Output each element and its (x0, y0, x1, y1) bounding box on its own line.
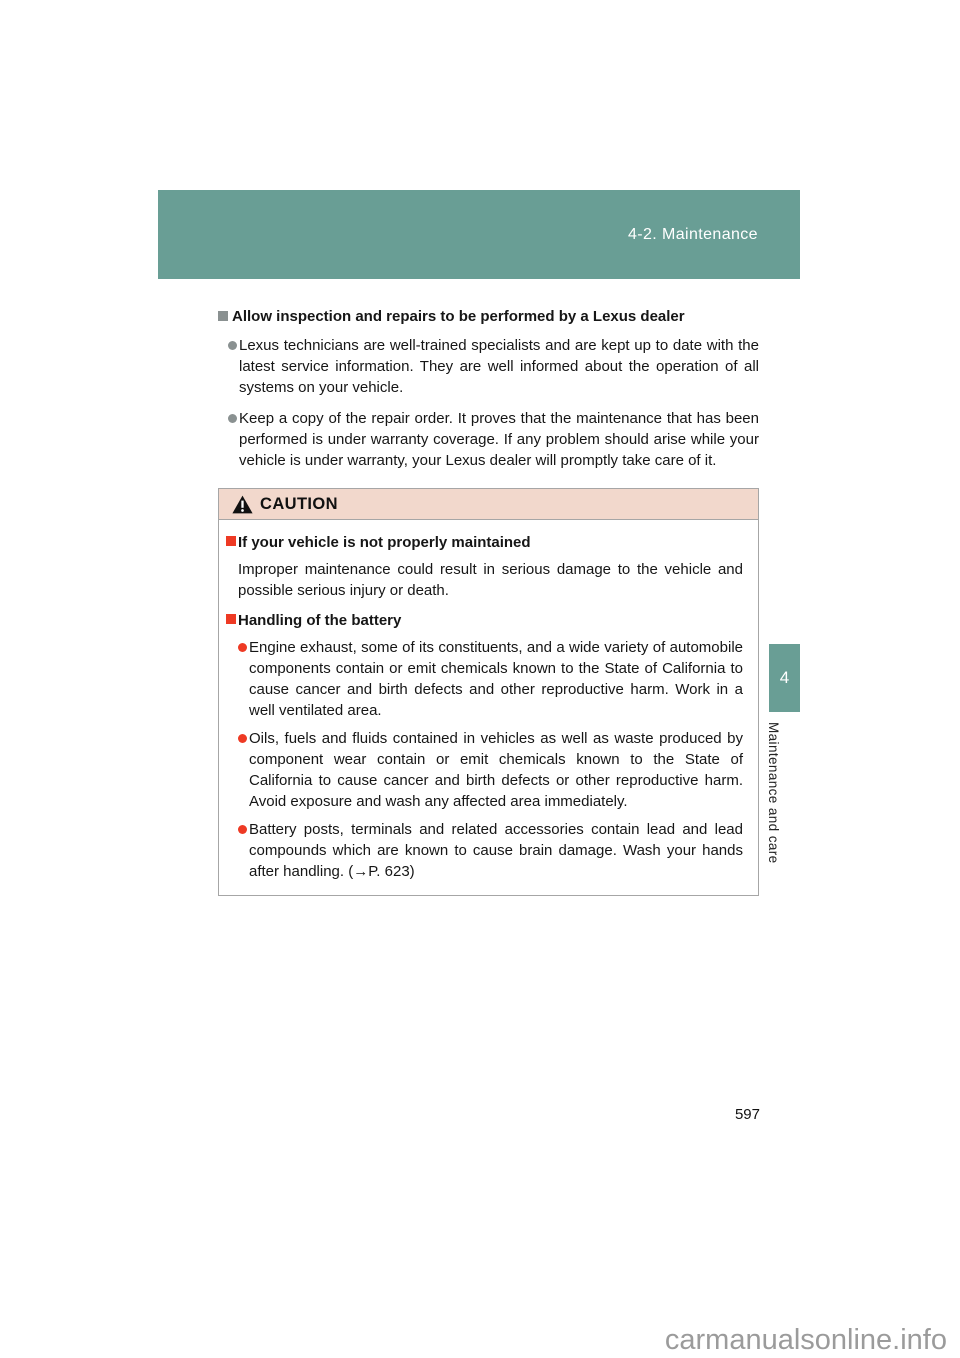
circle-bullet-icon (228, 341, 237, 350)
caution-paragraph: Improper maintenance could result in serious damage to the vehicle and possible serious injury or death. (238, 561, 743, 599)
red-square-bullet-icon (226, 536, 236, 546)
caution-bullet-text: Oils, fuels and fluids contained in vehicles as well as waste produced by component wear contain or emit chemicals known to the State of California to cause cancer and birth defects or other reproductive harm. Avoid exposure and wash any affected area immediately. (249, 730, 743, 810)
section-bullet-item (218, 408, 759, 471)
chapter-header-band (158, 190, 800, 279)
red-circle-bullet-icon (238, 734, 247, 743)
section-bullet-text: Keep a copy of the repair order. It proves that the maintenance that has been performed is under warranty coverage. If any problem should arise while your vehicle is under warranty, your Lexus dealer will promptly take care of it. (239, 410, 759, 469)
caution-body (219, 520, 758, 895)
section-bullet-item (218, 335, 759, 398)
chapter-header-title: 4-2. Maintenance (627, 225, 758, 243)
caution-bullet-item (238, 728, 743, 812)
caution-header (219, 489, 758, 520)
caution-bullet-text: Battery posts, terminals and related accessories contain lead and lead compounds which are known to cause brain damage. Wash your hands after handling. (→P. 623) (249, 821, 743, 880)
watermark-text: carmanualsonline.info (664, 1324, 947, 1356)
section-bullet-text: Lexus technicians are well-trained specialists and are kept up to date with the latest service information. They are well informed about the operation of all systems on your vehicle. (239, 337, 759, 396)
red-circle-bullet-icon (238, 643, 247, 652)
chapter-side-label: Maintenance and care (766, 722, 781, 864)
caution-box (218, 488, 759, 896)
square-bullet-icon (218, 311, 228, 321)
caution-bullet-text: Engine exhaust, some of its constituents, and a wide variety of automobile components contain or emit chemicals known to the State of California to cause cancer and birth defects and other reproductive harm. Work in a well ventilated area. (249, 639, 743, 719)
caution-item-heading-text: Handling of the battery (238, 612, 402, 629)
chapter-tab: 4 (769, 644, 800, 712)
section-heading (218, 306, 759, 327)
page-body (218, 306, 759, 896)
caution-item-heading (226, 532, 743, 553)
caution-bullet-item (238, 637, 743, 721)
caution-title: CAUTION (260, 494, 338, 513)
caution-item-heading-text: If your vehicle is not properly maintained (238, 534, 531, 551)
caution-bullet-item (238, 819, 743, 882)
warning-triangle-icon (232, 495, 253, 514)
caution-item-heading (226, 610, 743, 631)
section-heading-text: Allow inspection and repairs to be performed by a Lexus dealer (232, 308, 685, 325)
red-square-bullet-icon (226, 614, 236, 624)
circle-bullet-icon (228, 414, 237, 423)
page-number: 597 (734, 1106, 760, 1123)
red-circle-bullet-icon (238, 825, 247, 834)
